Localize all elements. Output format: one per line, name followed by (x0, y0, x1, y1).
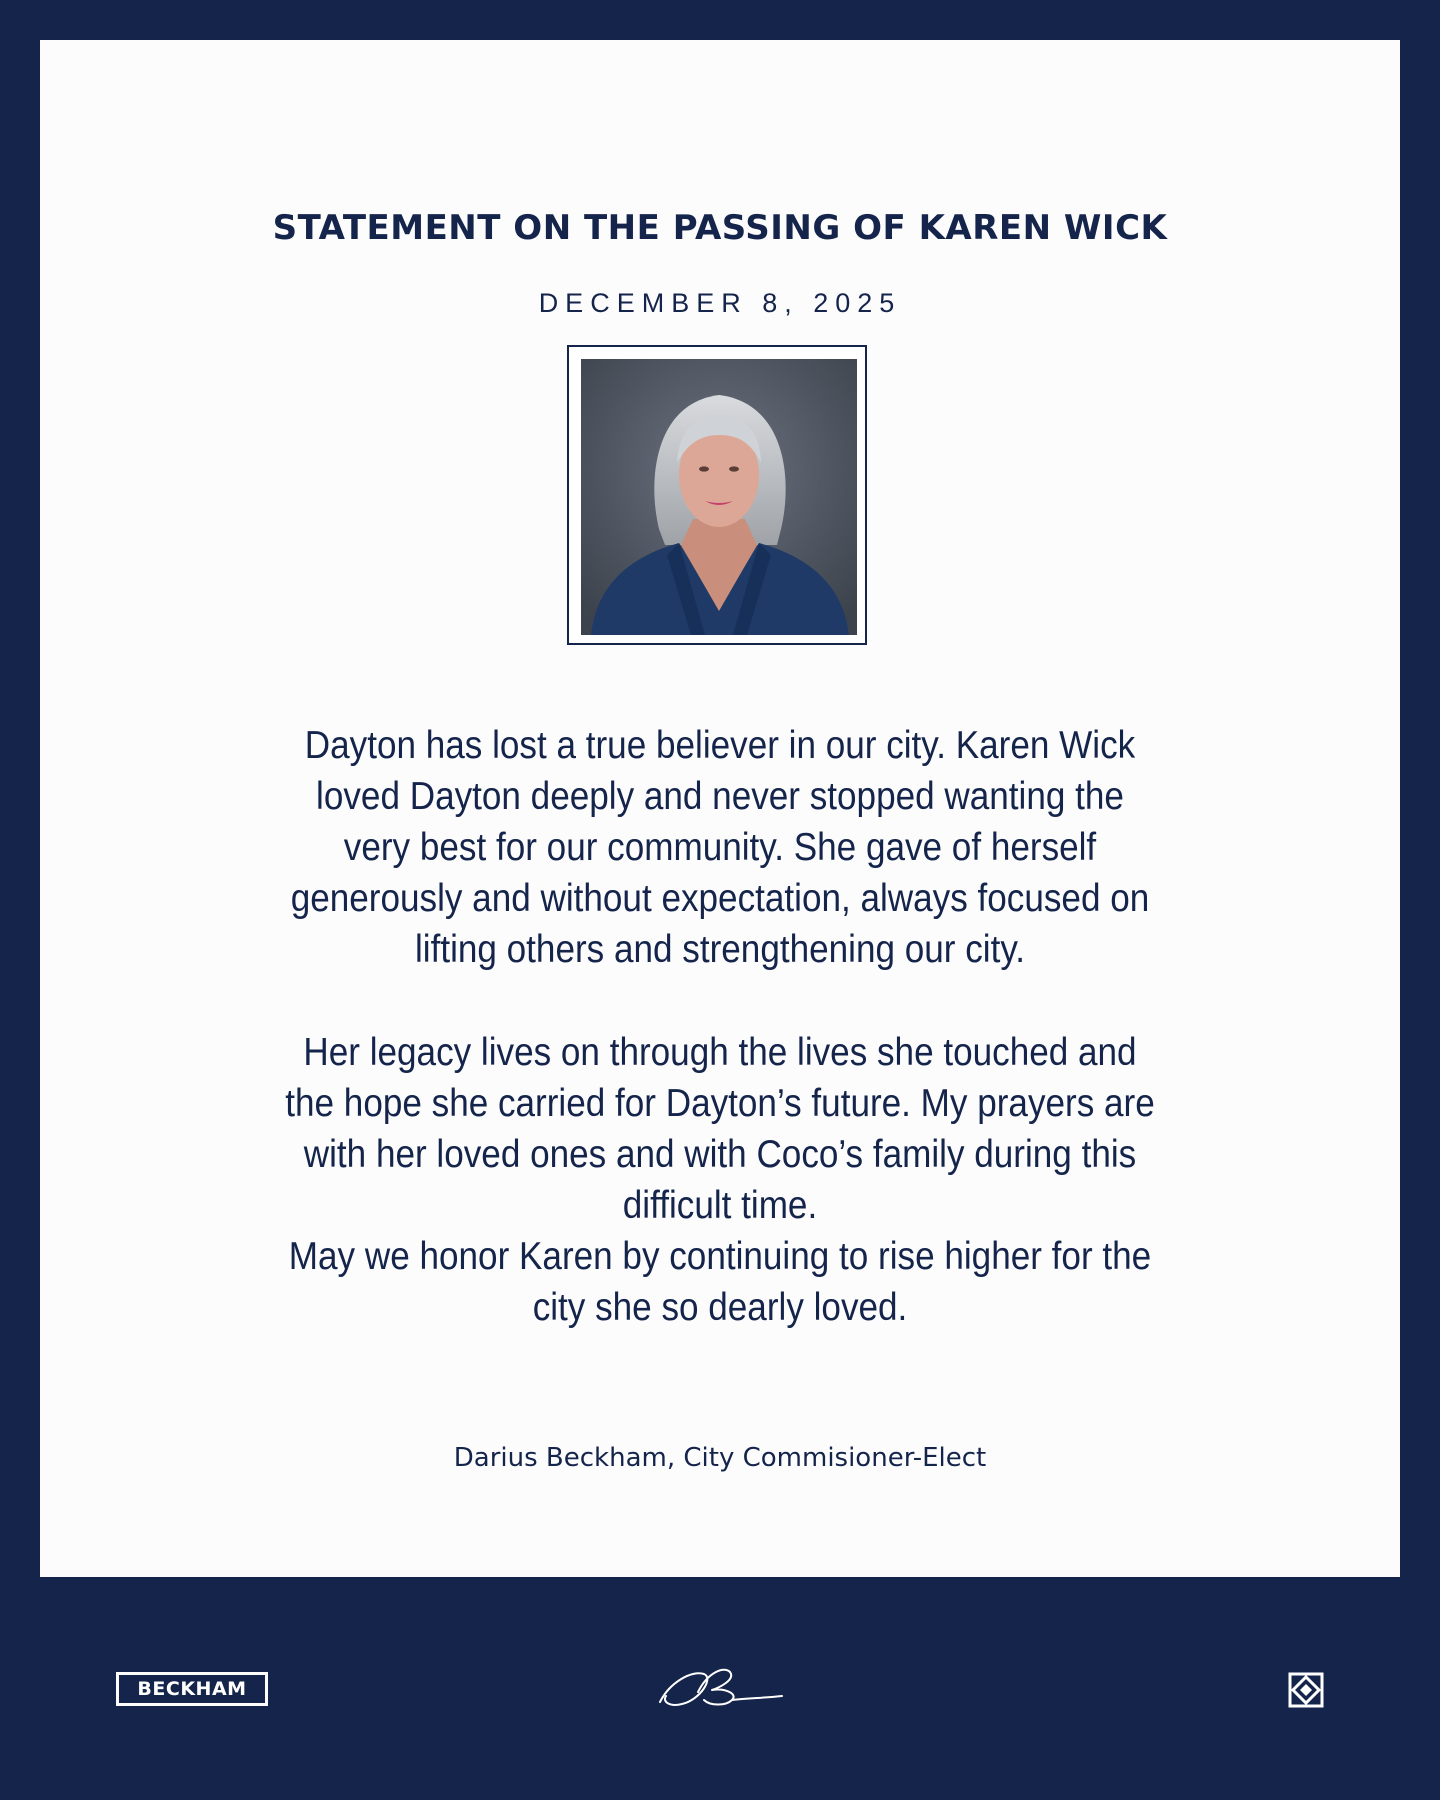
signatory-name: Darius Beckham, City Commisioner-Elect (453, 1443, 987, 1473)
portrait-frame (567, 345, 867, 645)
statement-paragraph-1: Dayton has lost a true believer in our city. Karen Wick loved Dayton deeply and never stopped wanting the very best for our community. She gave of herself generously and without expectation, always focused on lifting others and strengthening our city. (290, 724, 1150, 971)
statement-date: DECEMBER 8, 2025 (538, 288, 902, 318)
diamond-emblem-icon (1288, 1672, 1324, 1708)
portrait-photo (581, 359, 857, 635)
handwritten-signature-icon (652, 1662, 788, 1712)
statement-paragraph-3: May we honor Karen by continuing to rise higher for the city she so dearly loved. (288, 1235, 1152, 1329)
statement-paragraph-2: Her legacy lives on through the lives she touched and the hope she carried for Dayton’s future. My prayers are with her loved ones and with Coco’s family during this difficult time. (285, 1031, 1155, 1227)
statement-title: STATEMENT ON THE PASSING OF KAREN WICK (272, 208, 1168, 248)
statement-card (40, 40, 1400, 1577)
beckham-logo: BECKHAM (116, 1672, 268, 1706)
